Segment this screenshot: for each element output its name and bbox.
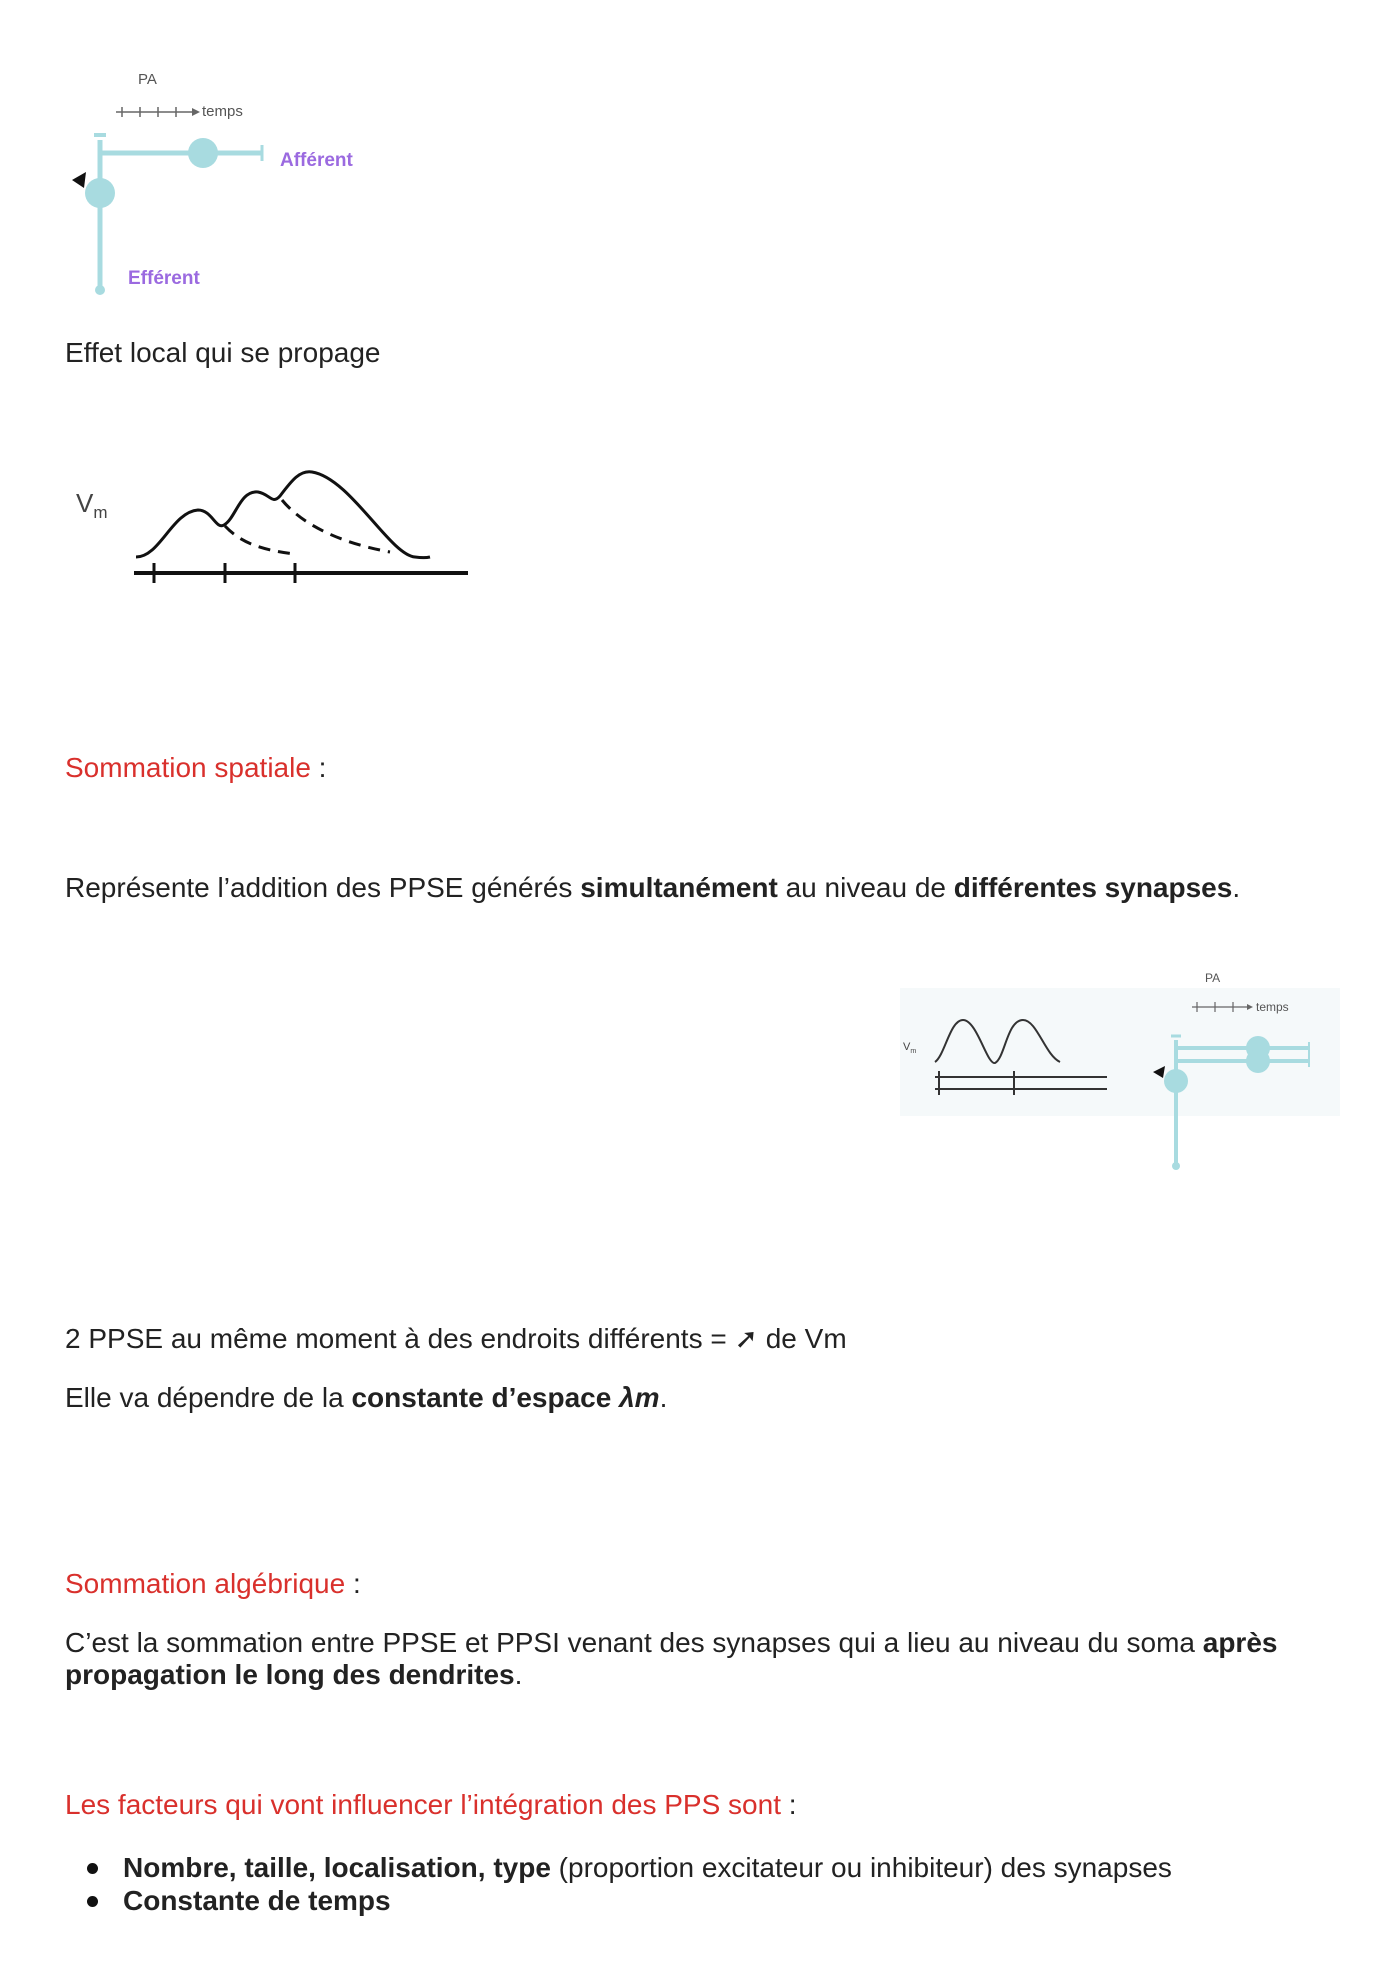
- efferent-soma: [1164, 1069, 1188, 1093]
- spatial-summation-diagram: [895, 960, 1345, 1180]
- heading-sommation-algebrique: Sommation algébrique :: [65, 1568, 361, 1599]
- list-item: Nombre, taille, localisation, type (proportion excitateur ou inhibiteur) des synapses: [65, 1851, 1365, 1884]
- paragraph-represente: Représente l’addition des PPSE générés simultanément au niveau de différentes synapses.: [65, 872, 1241, 903]
- paragraph-2ppse: 2 PPSE au même moment à des endroits différents = ➚ de Vm: [65, 1323, 847, 1354]
- pa-label: PA: [138, 71, 157, 88]
- factors-list: [65, 1851, 1365, 1917]
- vm-label: $V_m$: [903, 1041, 917, 1055]
- time-axis: [116, 107, 192, 117]
- paragraph-depend: Elle va dépendre de la constante d’espace λm.: [65, 1382, 668, 1413]
- heading-sommation-spatiale: Sommation spatiale :: [65, 752, 327, 783]
- pa-label: PA: [1205, 971, 1221, 985]
- efferent-soma: [85, 178, 115, 208]
- vm-label: $V_m$: [76, 488, 108, 522]
- temps-label: temps: [202, 103, 243, 120]
- vm-curve: [136, 472, 430, 558]
- paragraph-sommation-algebrique: C’est la sommation entre PPSE et PPSI venant des synapses qui a lieu au niveau du soma après propagation le long des dendrites.: [65, 1627, 1278, 1690]
- list-item: Constante de temps: [65, 1884, 1365, 1917]
- vm-summation-graph: [60, 450, 480, 590]
- afferent-soma-2: [1246, 1049, 1270, 1073]
- afferent-soma: [188, 138, 218, 168]
- vm-decay-dashed-1: [225, 526, 295, 554]
- neuron-diagram-afferent-efferent: [60, 60, 380, 310]
- afferent-label: Afférent: [280, 150, 353, 171]
- efferent-label: Efférent: [128, 268, 200, 289]
- stimulus-arrow-icon: [72, 172, 86, 188]
- paragraph-effet-local: Effet local qui se propage: [65, 337, 381, 368]
- heading-facteurs: Les facteurs qui vont influencer l’intégration des PPS sont :: [65, 1789, 797, 1820]
- temps-label: temps: [1256, 1000, 1289, 1014]
- vm-decay-dashed-2: [282, 500, 390, 552]
- time-arrow-icon: [192, 108, 200, 116]
